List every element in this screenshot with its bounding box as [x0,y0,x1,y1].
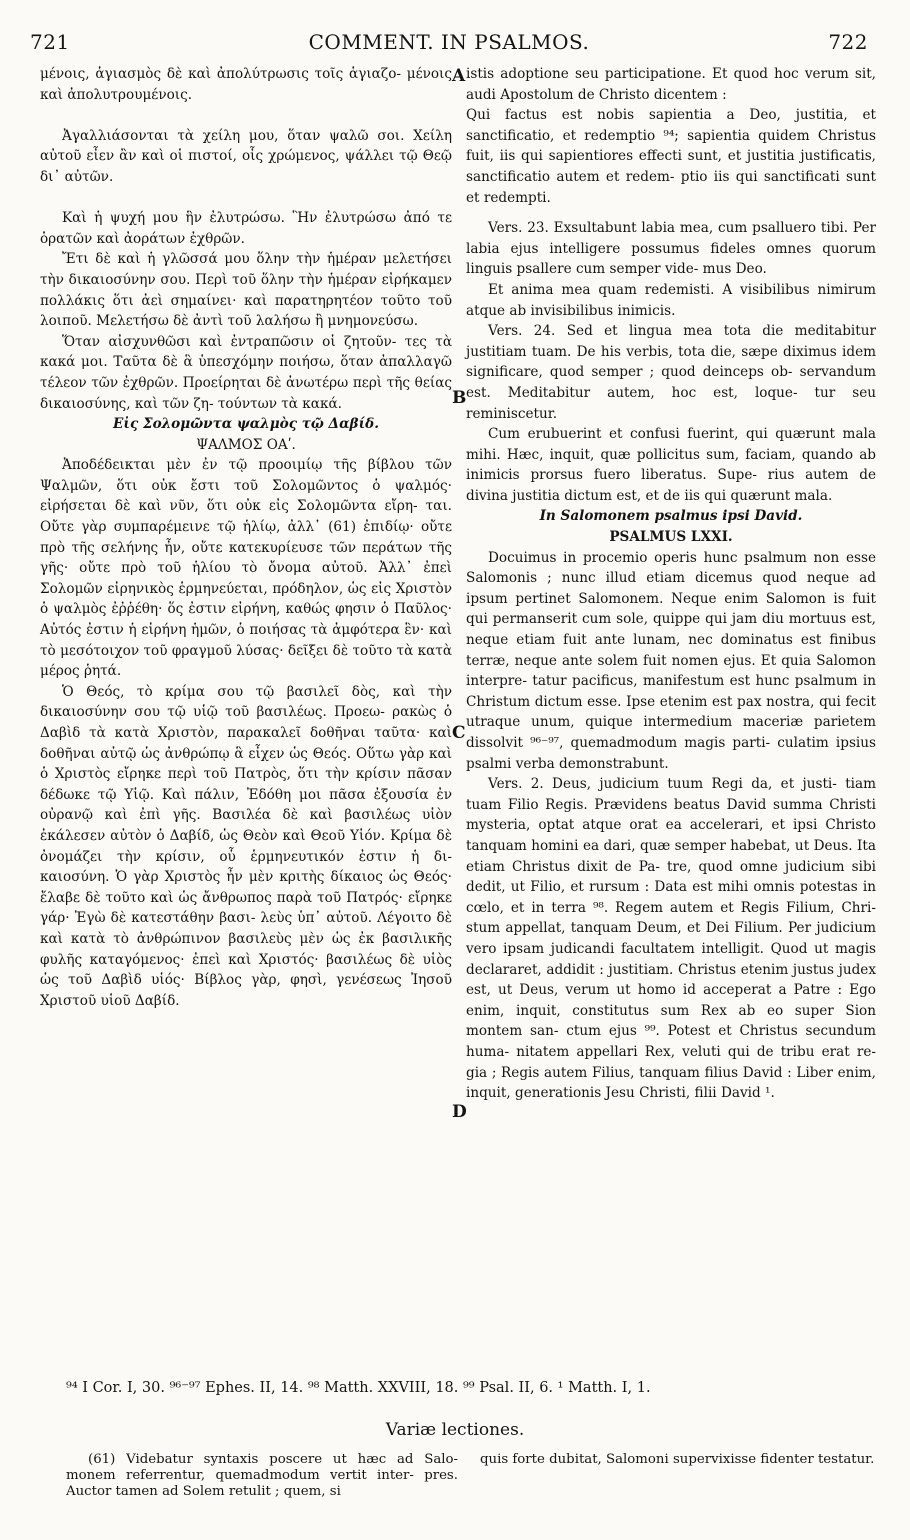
margin-letter-a: A [452,66,466,86]
latin-paragraph: Vers. 24. Sed et lingua mea tota die meditabitur justitiam tuam. De his verbis, tota die, sæpe diximus idem significare, quod semper ; quod deinceps ob- servandum est. Meditabitur autem, hoc est, loque- tur seu reminiscetur. [466,323,876,422]
variant-note-text: quis forte dubitat, Salomoni supervixisse fidenter testatur. [480,1452,875,1467]
page-header [30,30,868,56]
greek-psalm-title: Εἰς Σολομῶντα ψαλμὸς τῷ Δαβίδ. [113,416,379,433]
latin-paragraph: Et anima mea quam redemisti. A visibilibus nimirum atque ab invisibilibus inimicis. [466,281,876,319]
page-number-right: 722 [828,30,868,54]
margin-letter-c: C [452,723,466,743]
variae-lectiones-title: Variæ lectiones. [385,1420,525,1440]
latin-paragraph: Qui factus est nobis sapientia a Deo, justitia, et sanctificatio, et redemptio ⁹⁴; sapientia quidem Christus fuit, iis qui sapientiores effecti sunt, et justitia justificatis, sanctificatio autem et redem- ptio iis qui sanctificati sunt et redempti. [466,107,876,206]
greek-paragraph: μένοις, ἁγιασμὸς δὲ καὶ ἀπολύτρωσις τοῖς ἁγιαζο- μένοις καὶ ἀπολυτρουμένοις. [40,66,452,103]
greek-paragraph: Καὶ ἡ ψυχή μου ἣν ἐλυτρώσω. Ἣν ἐλυτρώσω ἀπό τε ὁρατῶν καὶ ἀοράτων ἐχθρῶν. [40,210,452,247]
greek-paragraph: Ὅταν αἰσχυνθῶσι καὶ ἐντραπῶσιν οἱ ζητοῦν- τες τὰ κακά μοι. Ταῦτα δὲ ἃ ὑπεσχόμην ποιήσω, ὅταν ἀπαλλαγῶ τέλεον τῶν ἐχθρῶν. Προείρηται δὲ ἀνωτέρω περὶ τῆς θείας δικαιοσύνης, καὶ τῶν ζη- τούντων τὰ κακά. [40,333,452,412]
greek-psalm-heading: ΨΑΛΜΟΣ ΟΑʹ. [196,436,296,453]
latin-paragraph: Vers. 23. Exsultabunt labia mea, cum psalluero tibi. Per labia ejus intelligere possumus fideles omnes quorum linguis psallere cum semper vide- mus Deo. [466,220,876,278]
latin-column [466,64,876,1104]
latin-paragraph: Cum erubuerint et confusi fuerint, qui quærunt mala mihi. Hæc, inquit, quæ pollicitus sum, faciam, quando ab inimicis prorsus fuero liberatus. Supe- rius autem de divina justitia dictum est, et de iis qui quærunt mala. [466,426,876,504]
greek-paragraph: Ὁ Θεός, τὸ κρίμα σου τῷ βασιλεῖ δὸς, καὶ τὴν δικαιοσύνην σου τῷ υἱῷ τοῦ βασιλέως. Προεω- ρακὼς ὁ Δαβὶδ τὰ κατὰ Χριστὸν, παρακαλεῖ δοθῆναι ταῦτα· καὶ δοθῆναι αὐτῷ ὡς ἀνθρώπῳ ἃ εἶχεν ὡς Θεός. Οὕτω γὰρ καὶ ὁ Χριστὸς εἴρηκε περὶ τοῦ Πατρὸς, ὅτι τὴν κρίσιν πᾶσαν δέδωκε τῷ Υἱῷ. Καὶ πάλιν, Ἐδόθη μοι πᾶσα ἐξουσία ἐν οὐρανῷ καὶ ἐπὶ γῆς. Βασιλέα δὲ καὶ βασιλέως υἱὸν ἐκάλεσεν αὐτὸν ὁ Δαβίδ, ὡς Θεὸν καὶ Θεοῦ Υἱόν. Κρίμα δὲ ὀνομάζει τὴν κρίσιν, οὗ ἑρμηνευτικόν ἐστιν ἡ δι- καιοσύνη. Ὁ γὰρ Χριστὸς ἦν μὲν κριτὴς δίκαιος ὡς Θεός· ἔλαβε δὲ τοῦτο καὶ ὡς ἄνθρωπος παρὰ τοῦ Πατρός· εἴρηκε γάρ· Ἐγὼ δὲ κατεστάθην βασι- λεὺς ὑπ᾽ αὐτοῦ. Λέγοιτο δὲ καὶ κατὰ τὸ ἀνθρώπινον βασιλεὺς μὲν ὡς ἐκ βασιλικῆς φυλῆς καταγόμενος· ἐπεὶ καὶ Χριστός· βασιλέως δὲ υἱὸς ὡς τοῦ Δαβὶδ υἱός· Βίβλος γὰρ, φησὶ, γενέσεως Ἰησοῦ Χριστοῦ υἱοῦ Δαβίδ. [40,683,452,1009]
page-number-left: 721 [30,30,70,54]
variant-note-text: (61) Videbatur syntaxis poscere ut hæc ad Salo- monem referrentur, quemadmodum vertit inter- pres. Auctor tamen ad Solem retulit ; quem, si [66,1452,458,1499]
footnotes: ⁹⁴ I Cor. I, 30. ⁹⁶⁻⁹⁷ Ephes. II, 14. ⁹⁸ Matth. XXVIII, 18. ⁹⁹ Psal. II, 6. ¹ Matth. I, 1. [66,1380,651,1396]
margin-letter-b: B [452,388,467,408]
variant-note-right [480,1452,876,1468]
greek-column [40,64,452,1011]
variant-note-left [66,1452,458,1500]
greek-paragraph: Ἔτι δὲ καὶ ἡ γλῶσσά μου ὅλην τὴν ἡμέραν μελετήσει τὴν δικαιοσύνην σου. Περὶ τοῦ ὅλην τὴν ἡμέραν εἰρήκαμεν πολλάκις ὅτι ἀεὶ σημαίνει· καὶ παρατηρητέον τοῦτο τοῦ λοιποῦ. Μελετήσω δὲ ἀντὶ τοῦ λαλήσω ἢ μνημονεύσω. [40,251,452,330]
greek-paragraph: Ἀγαλλιάσονται τὰ χείλη μου, ὅταν ψαλῶ σοι. Χείλη αὐτοῦ εἶεν ἂν καὶ οἱ πιστοί, οἷς χρώμενος, ψάλλει τῷ Θεῷ δι᾽ αὐτῶν. [40,127,452,185]
margin-letter-d: D [452,1102,467,1122]
latin-paragraph: Docuimus in procemio operis hunc psalmum non esse Salomonis ; nunc illud etiam dicemus quod neque ad ipsum pertinet Salomonem. Neque enim Salomon is fuit qui permanserit cum sole, quippe qui jam diu mortuus est, neque etiam fuit ante lunam, nec dominatus est finibus terræ, neque ante solem fuit nomen ejus. Et quia Salomon interpre- tatur pacificus, manifestum est hunc psalmum in Christum dictum esse. Ipse etenim est pax nostra, qui fecit utraque unum, quique intermedium maceriæ parietem dissolvit ⁹⁶⁻⁹⁷, quemadmodum magis parti- culatim ipsius psalmi verba demonstrabunt. [466,549,876,772]
latin-psalm-title: In Salomonem psalmus ipsi David. [539,508,803,525]
latin-paragraph: Vers. 2. Deus, judicium tuum Regi da, et justi- tiam tuam Filio Regis. Prævidens beatus David summa Christi mysteria, optat atque orat ea accelerari, et ipsi Christo tanquam homini ea dari, quæ semper habebat, ut Deus. Ita etiam Christus dixit de Pa- tre, quod omne judicium sibi dedit, ut Filio, et rursum : Data est mihi omnis potestas in cœlo, et in terra ⁹⁸. Regem autem et Regis Filium, Chri- stum appellat, tanquam Deum, et Dei Filium. Per judicium vero ipsam judicandi facultatem intelligit. Quod ut magis declararet, addidit : justitiam. Christus etenim justus judex est, ut Deus, verum ut homo id acceperat a Patre : Ego enim, inquit, constitutus sum Rex ab eo super Sion montem san- ctum ejus ⁹⁹. Potest et Christus secundum huma- nitatem appellari Rex, veluti qui de tribu erat re- gia ; Regis autem Filius, tanquam filius David : Liber enim, inquit, generationis Jesu Christi, filii David ¹. [466,776,876,1102]
latin-paragraph: istis adoptione seu participatione. Et quod hoc verum sit, audi Apostolum de Christo dicentem : [466,66,876,103]
greek-paragraph: Ἀποδέδεικται μὲν ἐν τῷ προοιμίῳ τῆς βίβλου τῶν Ψαλμῶν, ὅτι οὐκ ἔστι τοῦ Σολομῶντος ὁ ψαλμός· εἰρήσεται δὲ καὶ νῦν, ὅτι οὐκ εἰς Σολομῶντα εἴρη- ται. Οὔτε γὰρ συμπαρέμεινε τῷ ἡλίῳ, ἀλλ᾽ (61) ἐπιδίῳ· οὔτε πρὸ τῆς σελήνης ἦν, οὔτε κατεκυρίευσε τῶν περάτων τῆς γῆς· οὔτε πρὸ τοῦ ἡλίου τὸ ὄνομα αὐτοῦ. Ἀλλ᾽ ἐπεὶ Σολομῶν εἰρηνικὸς ἑρμηνεύεται, πρόδηλον, ὡς εἰς Χριστὸν ὁ ψαλμὸς ἐῤῥέθη· ὅς ἐστιν εἰρήνη, καθώς φησιν ὁ Παῦλος· Αὐτός ἐστιν ἡ εἰρήνη ἡμῶν, ὁ ποιήσας τὰ ἀμφότερα ἓν· καὶ τὸ μεσότοιχον τοῦ φραγμοῦ λύσας· δεῖξει δὲ τοῦτο τὰ κατὰ μέρος ῥητά. [40,457,452,680]
latin-psalm-heading: PSALMUS LXXI. [609,529,733,546]
running-title: COMMENT. IN PSALMOS. [308,30,590,54]
